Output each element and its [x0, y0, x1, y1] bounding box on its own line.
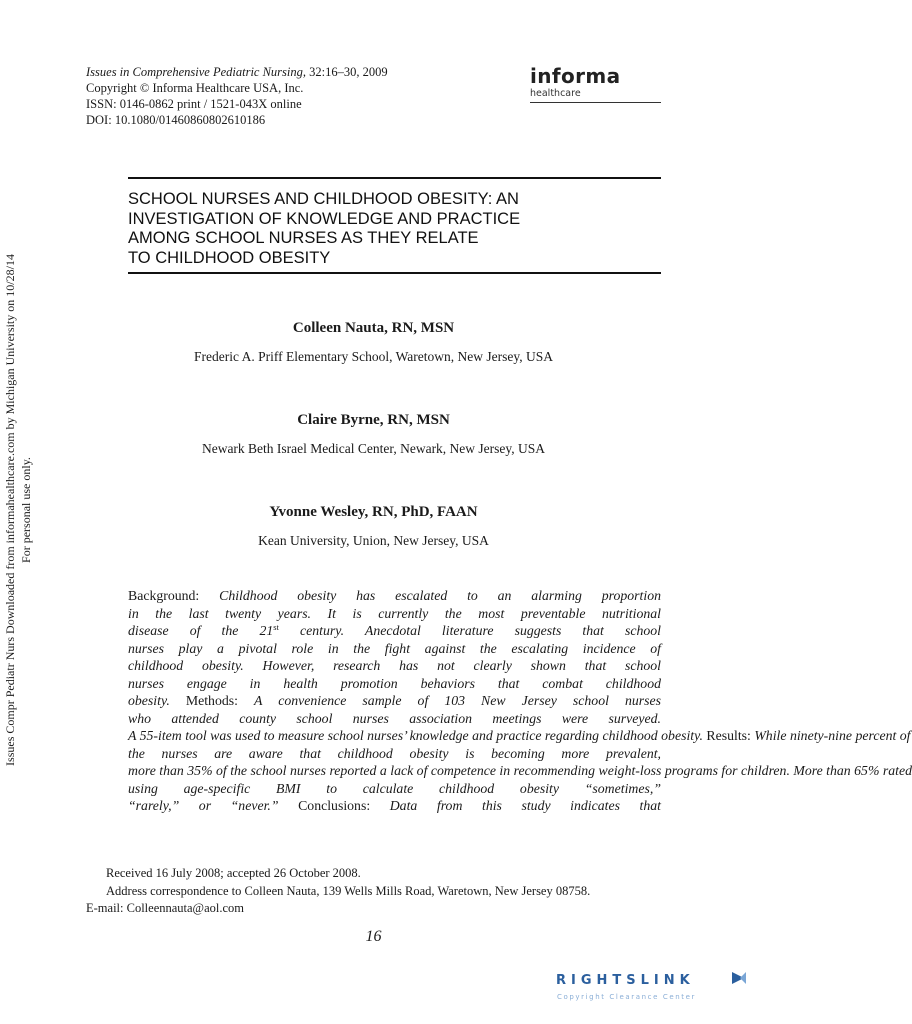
journal-issn: ISSN: 0146-0862 print / 1521-043X online — [86, 97, 302, 111]
abstract-methods-text: A convenience sample of 103 New Jersey school nurses — [254, 693, 661, 708]
title-line: INVESTIGATION OF KNOWLEDGE AND PRACTICE — [128, 209, 521, 228]
abstract-results-text: While ninety-nine percent of — [754, 728, 911, 743]
abstract-line — [128, 657, 661, 675]
abstract-results-text: “rarely,” or “never.” — [128, 798, 279, 813]
abstract-conclusions-text: Data from this study indicates that — [389, 798, 661, 813]
abstract-line — [128, 622, 661, 640]
abstract-results-text: more than 35% of the school nurses reported a lack of competence in recommending weight-loss programs for children. More than 65% rated — [128, 763, 912, 778]
ordinal-superscript: st — [273, 622, 279, 632]
title-line: AMONG SCHOOL NURSES AS THEY RELATE — [128, 229, 479, 247]
abstract-background-text: nurses play a pivotal role in the fight against the escalating incidence of — [128, 640, 661, 656]
publisher-logo — [530, 64, 661, 103]
abstract-line — [128, 640, 661, 658]
author-name: Claire Byrne, RN, MSN — [297, 412, 450, 428]
watermark-line-1: Issues Compr Pediatr Nurs Downloaded from informahealthcare.com by Michigan University on 10/28/14 — [3, 254, 17, 766]
correspondence-address: Address correspondence to Colleen Nauta, 139 Wells Mills Road, Waretown, New Jersey 08758. — [106, 883, 591, 898]
publisher-name: informa — [530, 64, 621, 88]
abstract-background-text: obesity. — [128, 693, 170, 708]
abstract-methods-text: A 55-item tool was used to measure school nurses’ knowledge and practice regarding childhood obesity. — [128, 728, 703, 743]
journal-citation — [86, 64, 388, 80]
abstract-line — [128, 745, 661, 763]
abstract-line — [128, 780, 661, 798]
page-number: 16 — [365, 928, 382, 945]
abstract-background-text: in the last twenty years. It is currently the most preventable nutritional — [128, 605, 661, 621]
footnotes — [86, 865, 676, 918]
title-rule-bottom — [128, 272, 661, 274]
download-watermark — [2, 230, 38, 790]
journal-header — [86, 64, 388, 128]
abstract-line — [128, 727, 911, 745]
abstract-line — [128, 797, 661, 815]
author-affiliation: Newark Beth Israel Medical Center, Newark, New Jersey, USA — [201, 441, 546, 456]
abstract-results-label: Results: — [706, 728, 751, 743]
abstract-conclusions-label: Conclusions: — [298, 798, 371, 813]
abstract-line — [128, 587, 661, 605]
publisher-subtitle: healthcare — [530, 88, 661, 103]
journal-volume: 32:16–30, 2009 — [306, 65, 388, 79]
abstract-results-text: the nurses are aware that childhood obesity is becoming more prevalent, — [128, 745, 661, 761]
abstract-background-text: nurses engage in health promotion behaviors that combat childhood — [128, 675, 661, 691]
abstract-line — [128, 710, 661, 728]
abstract-results-text: using age-specific BMI to calculate childhood obesity “sometimes,” — [128, 780, 661, 796]
abstract — [128, 587, 912, 815]
abstract-line — [128, 675, 661, 693]
author-name: Colleen Nauta, RN, MSN — [292, 320, 455, 336]
rightslink-tagline: Copyright Clearance Center — [557, 993, 697, 1001]
abstract-methods-label: Methods: — [185, 693, 238, 708]
rightslink-arrow-icon — [732, 972, 746, 984]
abstract-methods-text: who attended county school nurses association meetings were surveyed. — [128, 710, 661, 726]
watermark-line-2: For personal use only. — [19, 457, 33, 563]
title-rule-top — [128, 177, 661, 179]
abstract-line — [128, 605, 661, 623]
author-affiliation: Kean University, Union, New Jersey, USA — [258, 533, 489, 548]
title-line: TO CHILDHOOD OBESITY — [128, 248, 331, 267]
abstract-background-text: disease of the 21 — [128, 623, 274, 638]
rightslink-logo — [554, 968, 754, 1008]
correspondence-email: E-mail: Colleennauta@aol.com — [86, 901, 244, 915]
abstract-background-text: century. Anecdotal literature suggests that school — [278, 623, 661, 638]
author-affiliation: Frederic A. Priff Elementary School, Waretown, New Jersey, USA — [194, 349, 553, 364]
journal-copyright: Copyright © Informa Healthcare USA, Inc. — [86, 81, 304, 95]
abstract-background-text: childhood obesity. However, research has not clearly shown that school — [128, 658, 661, 673]
abstract-line — [128, 692, 661, 710]
received-note: Received 16 July 2008; accepted 26 October 2008. — [106, 866, 361, 880]
author-name: Yvonne Wesley, RN, PhD, FAAN — [269, 504, 478, 520]
journal-name: Issues in Comprehensive Pediatric Nursing, — [86, 65, 307, 79]
abstract-background-label: Background: — [128, 588, 200, 603]
title-line: SCHOOL NURSES AND CHILDHOOD OBESITY: AN — [128, 190, 519, 208]
rightslink-name: RIGHTSLINK — [556, 973, 695, 988]
journal-doi: DOI: 10.1080/01460860802610186 — [86, 113, 266, 127]
abstract-line — [128, 762, 912, 780]
abstract-background-text: Childhood obesity has escalated to an alarming proportion — [219, 588, 661, 603]
article-title — [128, 190, 661, 268]
